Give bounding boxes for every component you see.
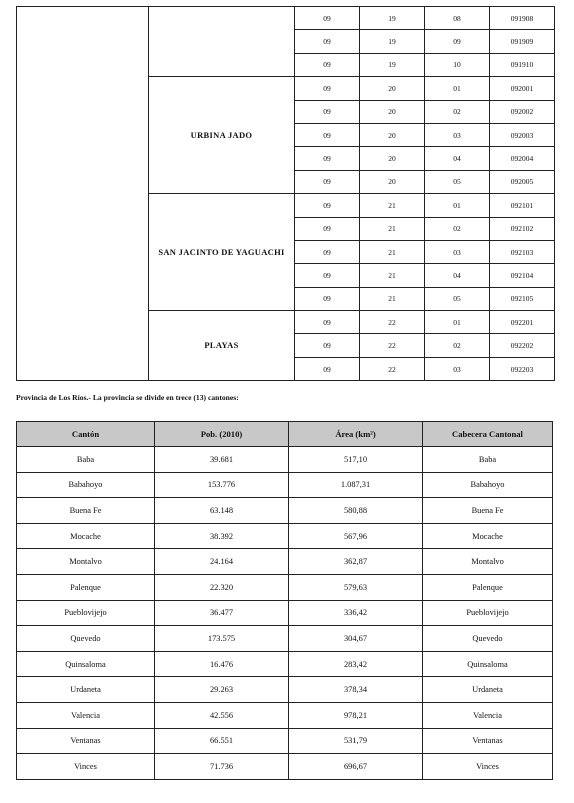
code-cell: 03 bbox=[425, 240, 490, 263]
table-row bbox=[17, 523, 553, 549]
canton-cell: Baba bbox=[17, 447, 155, 473]
canton-name-cell: URBINA JADO bbox=[149, 77, 295, 194]
canton-cell: Quevedo bbox=[17, 626, 155, 652]
canton-cell: Urdaneta bbox=[17, 677, 155, 703]
code-cell: 092202 bbox=[490, 334, 555, 357]
area-cell: 304,67 bbox=[289, 626, 423, 652]
code-cell: 21 bbox=[360, 194, 425, 217]
code-cell: 092101 bbox=[490, 194, 555, 217]
code-cell: 01 bbox=[425, 194, 490, 217]
code-cell: 09 bbox=[295, 170, 360, 193]
cabecera-cell: Quinsaloma bbox=[423, 651, 553, 677]
code-cell: 09 bbox=[295, 217, 360, 240]
code-cell: 09 bbox=[295, 311, 360, 334]
code-cell: 091910 bbox=[490, 53, 555, 76]
code-cell: 09 bbox=[295, 240, 360, 263]
header-canton: Cantón bbox=[17, 422, 155, 447]
code-cell: 092102 bbox=[490, 217, 555, 240]
code-cell: 19 bbox=[360, 53, 425, 76]
code-cell: 09 bbox=[295, 123, 360, 146]
code-cell: 092005 bbox=[490, 170, 555, 193]
area-cell: 378,34 bbox=[289, 677, 423, 703]
cabecera-cell: Babahoyo bbox=[423, 472, 553, 498]
cantons-header-row bbox=[17, 422, 553, 447]
header-area: Área (km²) bbox=[289, 422, 423, 447]
canton-name-cell: PLAYAS bbox=[149, 311, 295, 381]
code-cell: 09 bbox=[295, 334, 360, 357]
cabecera-cell: Buena Fe bbox=[423, 498, 553, 524]
code-cell: 08 bbox=[425, 7, 490, 30]
code-cell: 22 bbox=[360, 334, 425, 357]
canton-cell: Vinces bbox=[17, 754, 155, 780]
code-cell: 21 bbox=[360, 264, 425, 287]
code-cell: 22 bbox=[360, 311, 425, 334]
area-cell: 567,96 bbox=[289, 523, 423, 549]
cabecera-cell: Palenque bbox=[423, 574, 553, 600]
table-row bbox=[17, 626, 553, 652]
code-cell: 03 bbox=[425, 357, 490, 380]
code-cell: 09 bbox=[295, 357, 360, 380]
cabecera-cell: Urdaneta bbox=[423, 677, 553, 703]
canton-cell: Babahoyo bbox=[17, 472, 155, 498]
code-cell: 20 bbox=[360, 170, 425, 193]
table-row bbox=[17, 600, 553, 626]
code-cell: 091908 bbox=[490, 7, 555, 30]
cabecera-cell: Ventanas bbox=[423, 728, 553, 754]
code-cell: 20 bbox=[360, 77, 425, 100]
code-cell: 21 bbox=[360, 240, 425, 263]
code-cell: 05 bbox=[425, 170, 490, 193]
population-cell: 173.575 bbox=[155, 626, 289, 652]
cabecera-cell: Mocache bbox=[423, 523, 553, 549]
code-cell: 02 bbox=[425, 334, 490, 357]
code-cell: 09 bbox=[295, 30, 360, 53]
code-cell: 091909 bbox=[490, 30, 555, 53]
code-cell: 03 bbox=[425, 123, 490, 146]
area-cell: 579,63 bbox=[289, 574, 423, 600]
code-cell: 19 bbox=[360, 30, 425, 53]
table-row bbox=[17, 549, 553, 575]
canton-cell: Valencia bbox=[17, 702, 155, 728]
table-row bbox=[17, 651, 553, 677]
code-cell: 092105 bbox=[490, 287, 555, 310]
code-cell: 22 bbox=[360, 357, 425, 380]
code-cell: 10 bbox=[425, 53, 490, 76]
area-cell: 517,10 bbox=[289, 447, 423, 473]
population-cell: 71.736 bbox=[155, 754, 289, 780]
population-cell: 29.263 bbox=[155, 677, 289, 703]
area-cell: 283,42 bbox=[289, 651, 423, 677]
code-cell: 09 bbox=[425, 30, 490, 53]
population-cell: 39.681 bbox=[155, 447, 289, 473]
code-cell: 09 bbox=[295, 287, 360, 310]
area-cell: 531,79 bbox=[289, 728, 423, 754]
table-row bbox=[17, 472, 553, 498]
population-cell: 16.476 bbox=[155, 651, 289, 677]
population-cell: 63.148 bbox=[155, 498, 289, 524]
code-cell: 21 bbox=[360, 287, 425, 310]
population-cell: 22.320 bbox=[155, 574, 289, 600]
table-row bbox=[17, 498, 553, 524]
code-cell: 04 bbox=[425, 264, 490, 287]
code-cell: 09 bbox=[295, 53, 360, 76]
code-cell: 09 bbox=[295, 147, 360, 170]
table-row bbox=[17, 677, 553, 703]
area-cell: 978,21 bbox=[289, 702, 423, 728]
canton-cell: Palenque bbox=[17, 574, 155, 600]
code-cell: 21 bbox=[360, 217, 425, 240]
cabecera-cell: Baba bbox=[423, 447, 553, 473]
code-cell: 09 bbox=[295, 7, 360, 30]
area-cell: 580,88 bbox=[289, 498, 423, 524]
table-row bbox=[17, 754, 553, 780]
area-cell: 362,87 bbox=[289, 549, 423, 575]
canton-cell: Ventanas bbox=[17, 728, 155, 754]
population-cell: 36.477 bbox=[155, 600, 289, 626]
code-cell: 20 bbox=[360, 100, 425, 123]
code-cell: 092104 bbox=[490, 264, 555, 287]
parish-code-table-body bbox=[17, 7, 555, 381]
cabecera-cell: Quevedo bbox=[423, 626, 553, 652]
code-cell: 092002 bbox=[490, 100, 555, 123]
canton-name-cell: SAN JACINTO DE YAGUACHI bbox=[149, 194, 295, 311]
code-cell: 09 bbox=[295, 264, 360, 287]
header-population: Pob. (2010) bbox=[155, 422, 289, 447]
cantons-table bbox=[16, 421, 553, 780]
code-cell: 092103 bbox=[490, 240, 555, 263]
cabecera-cell: Valencia bbox=[423, 702, 553, 728]
table-row bbox=[17, 7, 555, 30]
code-cell: 04 bbox=[425, 147, 490, 170]
code-cell: 02 bbox=[425, 100, 490, 123]
code-cell: 01 bbox=[425, 77, 490, 100]
code-cell: 05 bbox=[425, 287, 490, 310]
blank-column-cell bbox=[17, 7, 149, 381]
code-cell: 092203 bbox=[490, 357, 555, 380]
cabecera-cell: Pueblovijejo bbox=[423, 600, 553, 626]
code-cell: 20 bbox=[360, 147, 425, 170]
area-cell: 1.087,31 bbox=[289, 472, 423, 498]
header-cabecera: Cabecera Cantonal bbox=[423, 422, 553, 447]
code-cell: 09 bbox=[295, 194, 360, 217]
intro-text: Provincia de Los Ríos.- La provincia se divide en trece (13) cantones: bbox=[16, 393, 239, 402]
cabecera-cell: Vinces bbox=[423, 754, 553, 780]
table-row bbox=[17, 574, 553, 600]
canton-cell: Quinsaloma bbox=[17, 651, 155, 677]
code-cell: 09 bbox=[295, 77, 360, 100]
code-cell: 09 bbox=[295, 100, 360, 123]
area-cell: 336,42 bbox=[289, 600, 423, 626]
population-cell: 38.392 bbox=[155, 523, 289, 549]
code-cell: 02 bbox=[425, 217, 490, 240]
area-cell: 696,67 bbox=[289, 754, 423, 780]
code-cell: 092004 bbox=[490, 147, 555, 170]
canton-cell: Montalvo bbox=[17, 549, 155, 575]
parish-code-table bbox=[16, 6, 555, 381]
code-cell: 19 bbox=[360, 7, 425, 30]
canton-name-cell bbox=[149, 7, 295, 77]
table-row bbox=[17, 702, 553, 728]
canton-cell: Mocache bbox=[17, 523, 155, 549]
population-cell: 153.776 bbox=[155, 472, 289, 498]
canton-cell: Pueblovijejo bbox=[17, 600, 155, 626]
population-cell: 42.556 bbox=[155, 702, 289, 728]
code-cell: 20 bbox=[360, 123, 425, 146]
code-cell: 092003 bbox=[490, 123, 555, 146]
code-cell: 092001 bbox=[490, 77, 555, 100]
cantons-table-body bbox=[17, 447, 553, 780]
code-cell: 01 bbox=[425, 311, 490, 334]
canton-cell: Buena Fe bbox=[17, 498, 155, 524]
code-cell: 092201 bbox=[490, 311, 555, 334]
table-row bbox=[17, 728, 553, 754]
population-cell: 24.164 bbox=[155, 549, 289, 575]
table-row bbox=[17, 447, 553, 473]
cabecera-cell: Montalvo bbox=[423, 549, 553, 575]
population-cell: 66.551 bbox=[155, 728, 289, 754]
